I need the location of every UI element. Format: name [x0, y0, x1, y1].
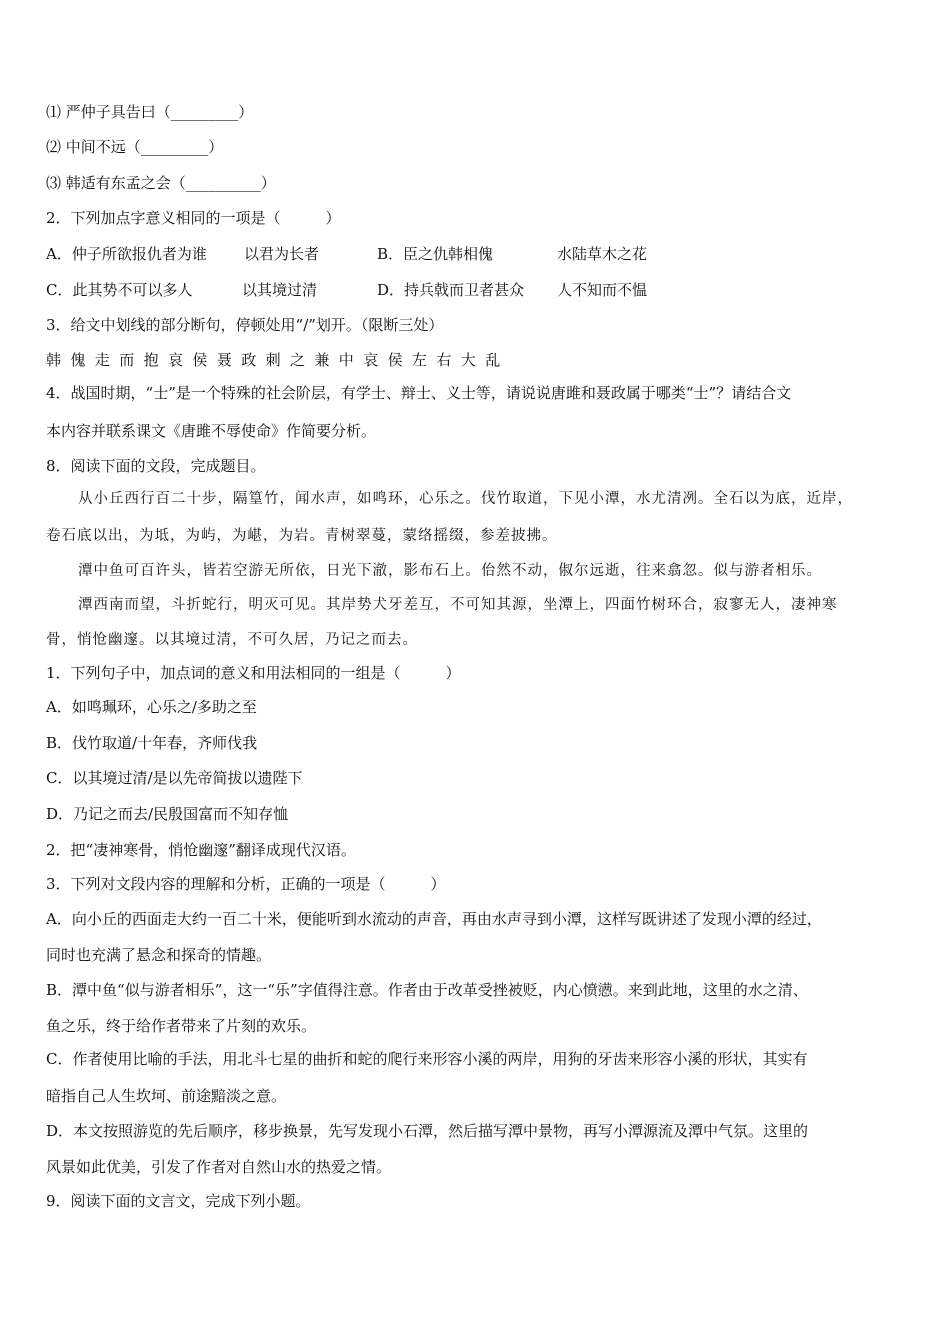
s8-q3-option-d-line-1: D．本文按照游览的先后顺序，移步换景，先写发现小石潭，然后描写潭中景物，再写小潭源流及潭中气氛。这里的: [46, 1122, 809, 1140]
s8-q2-stem: 2．把“凄神寒骨，悄怆幽邃”翻译成现代汉语。: [46, 841, 356, 859]
passage-para-3-line-1: 潭西南而望，斗折蛇行，明灭可见。其岸势犬牙差互，不可知其源，坐潭上，四面竹树环合，寂寥无人，凄神寒: [78, 597, 838, 613]
s8-q3-option-d-line-2: 风景如此优美，引发了作者对自然山水的热爱之情。: [46, 1158, 392, 1176]
q2-stem: 2．下列加点字意义相同的一项是（ ）: [46, 209, 341, 227]
s8-q3-option-b-line-1: B．潭中鱼“似与游者相乐”，这一“乐”字值得注意。作者由于改革受挫被贬，内心愤懑。来到此地，这里的水之清、: [46, 981, 808, 999]
section-9-header: 9．阅读下面的文言文，完成下列小题。: [46, 1192, 311, 1210]
s8-q3-option-c-line-2: 暗指自己人生坎坷、前途黯淡之意。: [46, 1087, 287, 1105]
q2-option-c: C．此其势不可以多人: [46, 281, 193, 299]
s8-q1-option-c: C．以其境过清/是以先帝简拔以遗陛下: [46, 769, 303, 787]
q2-option-d: D．持兵戟而卫者甚众: [377, 281, 525, 299]
q4-line-1: 4．战国时期，“士”是一个特殊的社会阶层，有学士、辩士、义士等，请说说唐雎和聂政属于哪类“士”？请结合文: [46, 384, 792, 402]
q2-option-row-cd: [46, 280, 648, 300]
q2-option-c-second: 以其境过清: [242, 281, 318, 299]
q4-line-2: 本内容并联系课文《唐雎不辱使命》作简要分析。: [46, 422, 377, 440]
q2-option-row-ab: [46, 244, 648, 264]
passage-para-3-line-2: 骨，悄怆幽邃。以其境过清，不可久居，乃记之而去。: [46, 632, 418, 648]
s8-q1-option-a: A．如鸣珮环，心乐之/多助之至: [46, 698, 257, 716]
s8-q1-stem: 1．下列句子中，加点词的意义和用法相同的一组是（ ）: [46, 664, 461, 682]
s8-q3-option-a-line-2: 同时也充满了悬念和探奇的情趣。: [46, 946, 272, 964]
s8-q3-option-c-line-1: C．作者使用比喻的手法，用北斗七星的曲折和蛇的爬行来形容小溪的两岸，用狗的牙齿来形容小溪的形状，其实有: [46, 1050, 808, 1068]
blank-question-2: ⑵ 中间不远（_________）: [46, 138, 224, 156]
passage-para-2: 潭中鱼可百许头，皆若空游无所依，日光下澈，影布石上。佁然不动，俶尔远逝，往来翕忽。似与游者相乐。: [78, 563, 822, 579]
q3-punctuation-text: 韩傀走而抱哀侯聂政刺之兼中哀侯左右大乱: [46, 351, 510, 369]
s8-q3-option-a-line-1: A．向小丘的西面走大约一百二十米，便能听到水流动的声音，再由水声寻到小潭，这样写既讲述了发现小潭的经过，: [46, 910, 822, 928]
q2-option-a: A．仲子所欲报仇者为谁: [46, 245, 207, 263]
q3-stem: 3．给文中划线的部分断句，停顿处用“/”划开。（限断三处）: [46, 316, 444, 334]
blank-question-3: ⑶ 韩适有东孟之会（__________）: [46, 174, 276, 192]
blank-question-1: ⑴ 严仲子具告曰（_________）: [46, 103, 254, 121]
passage-para-1-line-1: 从小丘西行百二十步，隔篁竹，闻水声，如鸣环，心乐之。伐竹取道，下见小潭，水尤清冽。全石以为底，近岸，: [78, 491, 853, 507]
passage-para-1-line-2: 卷石底以出，为坻，为屿，为嵁，为岩。青树翠蔓，蒙络摇缀，参差披拂。: [46, 528, 558, 544]
s8-q1-option-b: B．伐竹取道/十年春，齐师伐我: [46, 734, 258, 752]
s8-q3-option-b-line-2: 鱼之乐，终于给作者带来了片刻的欢乐。: [46, 1017, 317, 1035]
q2-option-b-second: 水陆草木之花: [557, 245, 648, 263]
q2-option-b: B．臣之仇韩相傀: [377, 245, 494, 263]
section-8-header: 8．阅读下面的文段，完成题目。: [46, 457, 266, 475]
q2-option-a-second: 以君为长者: [244, 245, 320, 263]
s8-q1-option-d: D．乃记之而去/民殷国富而不知存恤: [46, 805, 289, 823]
s8-q3-stem: 3．下列对文段内容的理解和分析，正确的一项是（ ）: [46, 875, 446, 893]
q2-option-d-second: 人不知而不愠: [557, 281, 648, 299]
